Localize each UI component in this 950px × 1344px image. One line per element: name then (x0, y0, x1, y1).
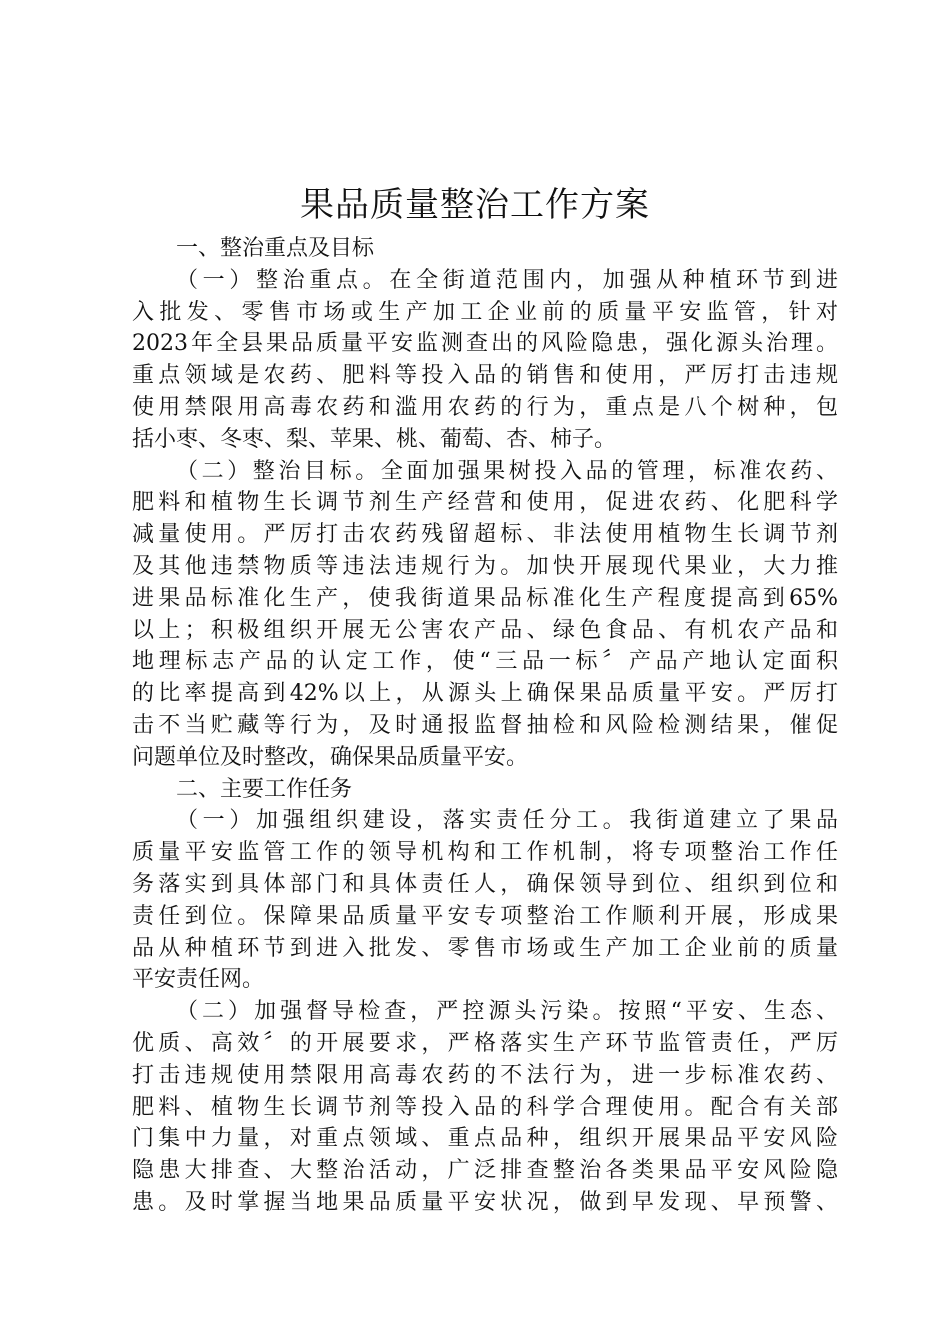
paragraph-last-line: 问题单位及时整改，确保果品质量平安。 (132, 744, 529, 770)
paragraph-line: 务落实到具体部门和具体责任人，确保领导到位、组织到位和 (132, 871, 838, 897)
paragraph-line: 以上；积极组织开展无公害农产品、绿色食品、有机农产品和 (132, 617, 838, 643)
section-heading: 一、整治重点及目标 (176, 236, 375, 261)
paragraph-line: 患。及时掌握当地果品质量平安状况，做到早发现、早预警、 (132, 1189, 838, 1215)
paragraph-first-line: （一）整治重点。在全街道范围内，加强从种植环节到进 (176, 267, 838, 293)
paragraph-line: 的比率提高到42%以上，从源头上确保果品质量平安。严厉打 (132, 681, 838, 707)
paragraph-line: 质量平安监管工作的领导机构和工作机制，将专项整治工作任 (132, 840, 838, 866)
paragraph-last-line: 平安责任网。 (132, 967, 265, 993)
paragraph-line: 肥料和植物生长调节剂生产经营和使用，促进农药、化肥科学 (132, 490, 838, 516)
document-body (132, 233, 838, 1219)
paragraph-line: 门集中力量，对重点领域、重点品种，组织开展果品平安风险 (132, 1126, 838, 1152)
paragraph-line: 入批发、零售市场或生产加工企业前的质量平安监管，针对 (132, 299, 838, 325)
paragraph-first-line: （一）加强组织建设，落实责任分工。我街道建立了果品 (176, 808, 838, 834)
paragraph-line: 进果品标准化生产，使我街道果品标准化生产程度提高到65% (132, 585, 838, 611)
paragraph-line: 品从种植环节到进入批发、零售市场或生产加工企业前的质量 (132, 935, 838, 961)
paragraph-line: 责任到位。保障果品质量平安专项整治工作顺利开展，形成果 (132, 903, 838, 929)
paragraph-line: 隐患大排查、大整治活动，广泛排查整治各类果品平安风险隐 (132, 1158, 838, 1184)
paragraph-line: 击不当贮藏等行为，及时通报监督抽检和风险检测结果，催促 (132, 712, 838, 738)
paragraph-line: 减量使用。严厉打击农药残留超标、非法使用植物生长调节剂 (132, 522, 838, 548)
paragraph-line: 2023年全县果品质量平安监测查出的风险隐患，强化源头治理。 (132, 331, 838, 357)
paragraph-line: 地理标志产品的认定工作，使“三品一标〞产品产地认定面积 (132, 649, 838, 675)
paragraph-first-line: （二）加强督导检查，严控源头污染。按照“平安、生态、 (176, 999, 838, 1025)
paragraph-last-line: 括小枣、冬枣、梨、苹果、桃、葡萄、杏、柿子。 (132, 426, 617, 452)
paragraph-line: 使用禁限用高毒农药和滥用农药的行为，重点是八个树种，包 (132, 394, 838, 420)
paragraph-line: 肥料、植物生长调节剂等投入品的科学合理使用。配合有关部 (132, 1094, 838, 1120)
document-title: 果品质量整治工作方案 (300, 185, 650, 225)
section-heading: 二、主要工作任务 (176, 776, 353, 802)
paragraph-first-line: （二）整治目标。全面加强果树投入品的管理，标准农药、 (176, 458, 838, 484)
paragraph-line: 及其他违禁物质等违法违规行为。加快开展现代果业，大力推 (132, 553, 838, 579)
paragraph-line: 重点领域是农药、肥料等投入品的销售和使用，严厉打击违规 (132, 363, 838, 389)
paragraph-line: 打击违规使用禁限用高毒农药的不法行为，进一步标准农药、 (132, 1062, 838, 1088)
paragraph-line: 优质、高效〞的开展要求，严格落实生产环节监管责任，严厉 (132, 1030, 838, 1056)
